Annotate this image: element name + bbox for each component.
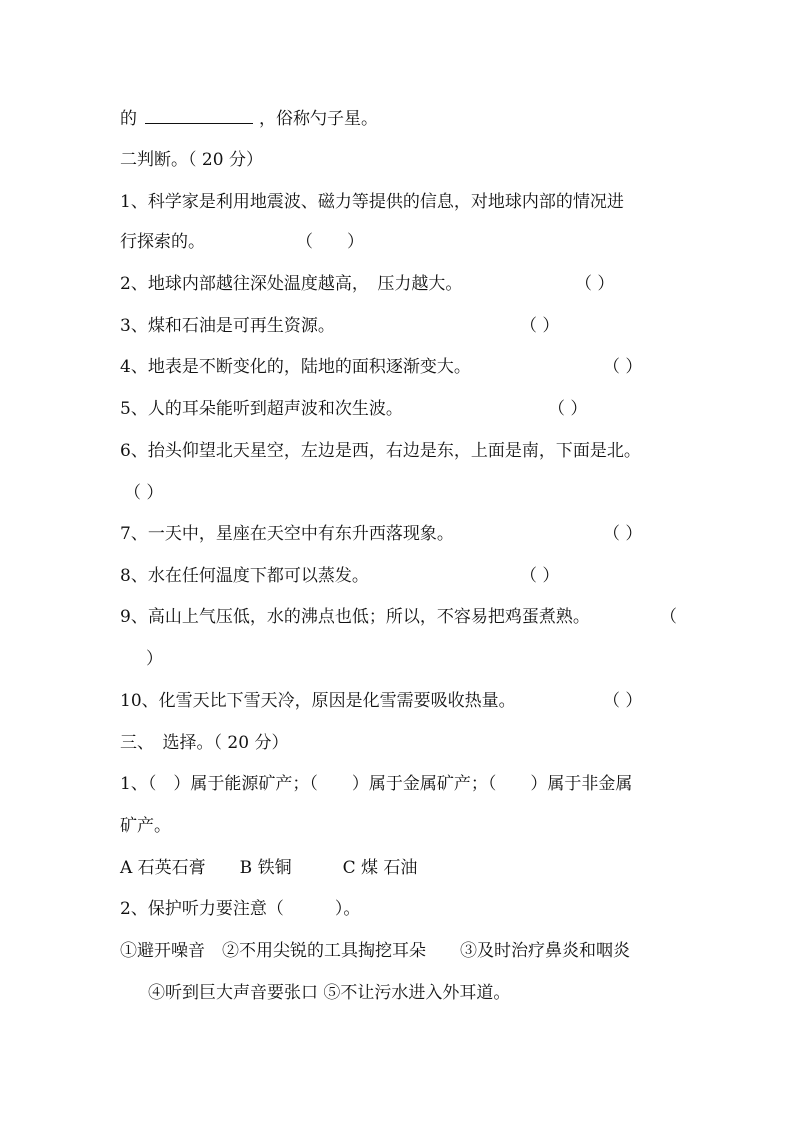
judge-paren-5: （ ） bbox=[548, 399, 588, 419]
choice-item-1-cont: 矿产。 bbox=[120, 816, 171, 836]
judge-item-7: 7、一天中，星座在天空中有东升西落现象。 bbox=[120, 524, 454, 544]
judge-item-4: 4、地表是不断变化的，陆地的面积逐渐变大。 bbox=[120, 357, 471, 377]
judge-paren-3: （ ） bbox=[520, 316, 560, 336]
choice-options-2-cont: ④听到巨大声音要张口 ⑤不让污水进入外耳道。 bbox=[148, 983, 511, 1003]
judge-item-5: 5、人的耳朵能听到超声波和次生波。 bbox=[120, 399, 403, 419]
judge-paren-8: （ ） bbox=[520, 566, 560, 586]
judge-paren-1: （ ） bbox=[296, 232, 364, 252]
judge-paren-9-open: （ bbox=[660, 607, 677, 627]
judge-item-1: 1、科学家是利用地震波、磁力等提供的信息，对地球内部的情况进 bbox=[120, 192, 624, 212]
section3-title: 三、 选择。（ 20 分） bbox=[120, 733, 289, 753]
judge-paren-10: （ ） bbox=[603, 691, 643, 711]
choice-options-2: ①避开噪音 ②不用尖锐的工具掏挖耳朵 ③及时治疗鼻炎和咽炎 bbox=[120, 941, 630, 961]
judge-item-9: 9、高山上气压低，水的沸点也低；所以，不容易把鸡蛋煮熟。 bbox=[120, 607, 590, 627]
choice-options-1: A 石英石膏 B 铁铜 C 煤 石油 bbox=[120, 858, 418, 878]
judge-item-1-cont: 行探索的。 bbox=[120, 232, 205, 252]
judge-item-3: 3、煤和石油是可再生资源。 bbox=[120, 316, 335, 336]
section2-title: 二判断。（ 20 分） bbox=[120, 150, 263, 170]
judge-paren-4: （ ） bbox=[603, 357, 643, 377]
judge-paren-6: （ ） bbox=[124, 483, 164, 503]
choice-item-2: 2、保护听力要注意（ ）。 bbox=[120, 899, 361, 919]
judge-paren-2: （ ） bbox=[575, 274, 615, 294]
judge-item-8: 8、水在任何温度下都可以蒸发。 bbox=[120, 566, 369, 586]
fill-line-end: 的 ，俗称勺子星。 bbox=[120, 109, 378, 129]
judge-paren-7: （ ） bbox=[603, 524, 643, 544]
judge-item-2: 2、地球内部越往深处温度越高， 压力越大。 bbox=[120, 274, 463, 294]
fill-blank bbox=[145, 107, 253, 124]
choice-item-1: 1、（ ）属于能源矿产；（ ）属于金属矿产；（ ）属于非金属 bbox=[120, 774, 633, 794]
judge-item-10: 10、化雪天比下雪天冷，原因是化雪需要吸收热量。 bbox=[120, 691, 516, 711]
judge-paren-9-close: ） bbox=[146, 649, 163, 669]
judge-item-6: 6、抬头仰望北天星空，左边是西，右边是东，上面是南，下面是北。 bbox=[120, 441, 641, 461]
